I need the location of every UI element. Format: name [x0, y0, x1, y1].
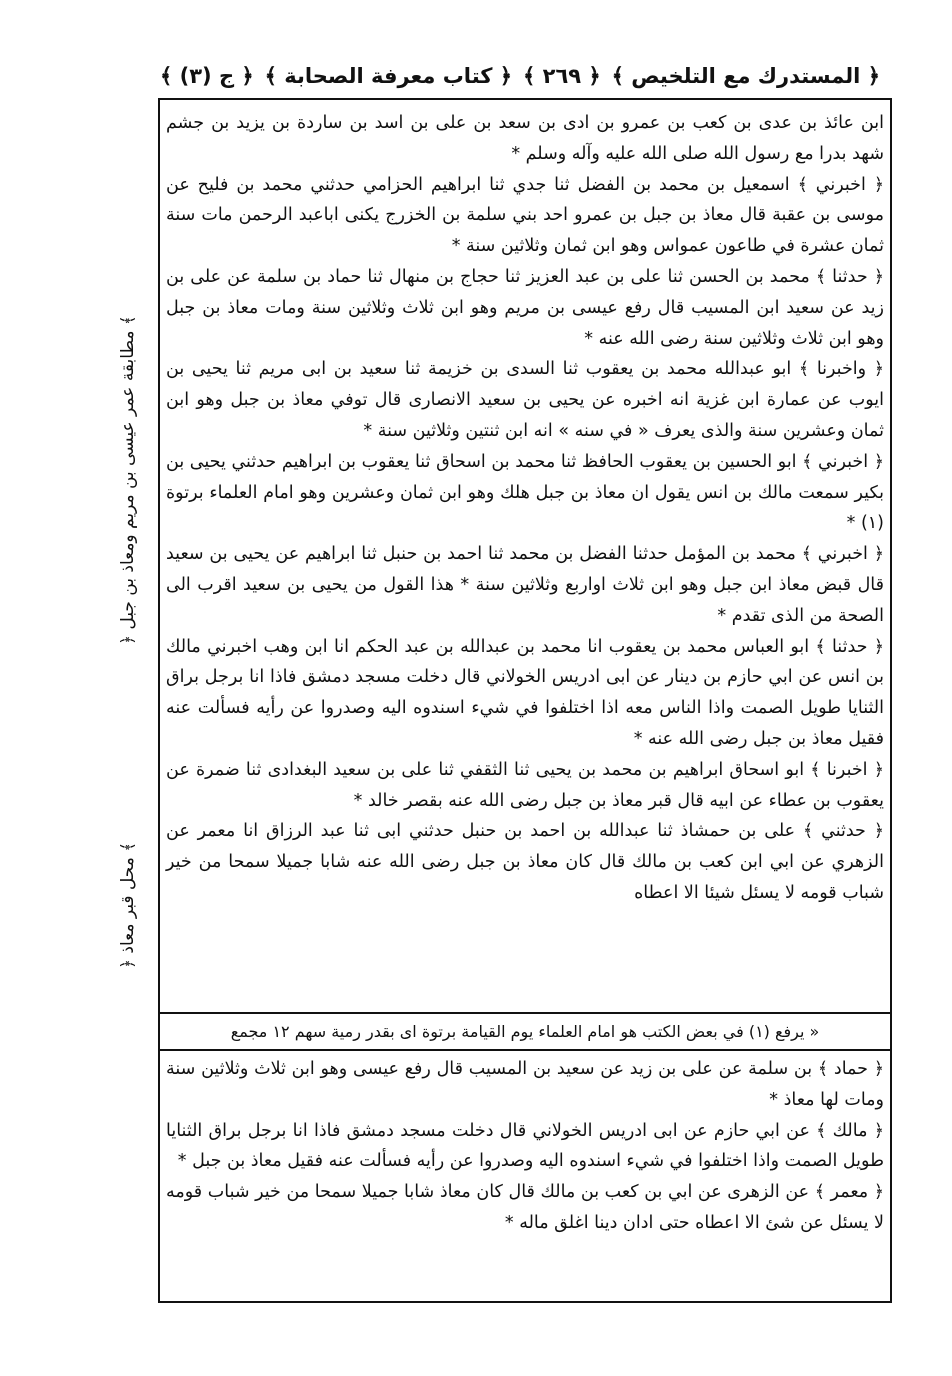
margin-note-age: ﴿ مطابقة عمر عيسى بن مريم ومعاذ بن جبل ﴾	[118, 315, 138, 645]
margin-note-grave: ﴿ محل قبر معاذ ﴾	[118, 841, 138, 969]
page-header	[160, 58, 880, 94]
paragraph: ابن عائذ بن عدى بن كعب بن عمرو بن ادى بن سعد بن على بن اسد بن ساردة بن يزيد بن جشم شهد بدرا مع رسول الله صلى الله عليه وآله وسلم *	[166, 113, 884, 164]
volume-number: ﴿ ج (٣) ﴾	[160, 64, 254, 88]
footnote-divider-bottom	[158, 1049, 892, 1051]
paragraph: ﴿ اخبرني ﴾ محمد بن المؤمل حدثنا الفضل بن محمد ثنا احمد بن حنبل ثنا ابراهيم عن يحيى بن سعيد قال قبض معاذ ابن جبل وهو ابن ثلاث اواربع وثلاثين سنة * هذا القول من يحيى بن سعيد اقرب الى الصحة من الذى تقدم *	[166, 544, 884, 626]
paragraph: ﴿ حدثنا ﴾ ابو العباس محمد بن يعقوب انا محمد بن عبدالله بن عبد الحكم انا ابن وهب اخبرني مالك بن انس عن ابي حازم بن دينار عن ابى ادريس الخولاني قال دخلت مسجد دمشق فاذا انا برجل براق الثنايا طويل الصمت واذا الناس معه اذا اختلفوا في شيء اسندوه اليه وصدروا عن رأيه فسألت عنه فقيل معاذ بن جبل رضى الله عنه *	[166, 636, 884, 749]
section-title: ﴿ كتاب معرفة الصحابة ﴾	[264, 64, 513, 88]
paragraph: ﴿ حدثني ﴾ على بن حمشاذ ثنا عبدالله بن احمد بن حنبل حدثني ابى ثنا عبد الرزاق انا معمر عن الزهري عن ابي ابن كعب بن مالك قال كان معاذ بن جبل رضى الله عنه شابا جميلا سمحا من خير شباب قومه لا يسئل شيئا الا اعطاه	[166, 821, 884, 903]
footnote-divider-top	[158, 1012, 892, 1014]
footnote: « يرفع (١) في بعض الكتب هو امام العلماء يوم القيامة برتوة اى بقدر رمية سهم ١٢ مجمع	[230, 1022, 820, 1041]
page-number: ﴿ ٢٦٩ ﴾	[523, 64, 601, 88]
main-text	[166, 108, 884, 909]
summary-paragraph: ﴿ حماد ﴾ بن سلمة عن على بن زيد عن سعيد بن المسيب قال رفع عيسى وهو ابن ثلاث وثلاثين سنة ومات لها معاذ *	[166, 1059, 884, 1110]
paragraph: ﴿ اخبرني ﴾ اسمعيل بن محمد بن الفضل ثنا جدي ثنا ابراهيم الحزامي حدثني محمد بن فليح عن موسى بن عقبة قال معاذ بن جبل بن عمرو احد بني سلمة بن الخزرج يكنى اباعبد الرحمن مات سنة ثمان عشرة في طاعون عمواس وهو ابن ثمان وثلاثين سنة *	[166, 174, 884, 257]
summary-paragraph: ﴿ مالك ﴾ عن ابي حازم عن ابى ادريس الخولاني قال دخلت مسجد دمشق فاذا انا برجل براق الثنايا طويل الصمت واذا اختلفوا في شيء اسندوه اليه وصدروا عن رأيه فسألت عنه فقيل معاذ بن جبل *	[166, 1120, 884, 1172]
paragraph: ﴿ اخبرنا ﴾ ابو اسحاق ابراهيم بن محمد بن يحيى ثنا الثقفي ثنا على بن سعيد البغدادى ثنا ضمرة عن يعقوب بن عطاء عن ابيه قال قبر معاذ بن جبل رضى الله عنه بقصر خالد *	[166, 759, 884, 811]
paragraph: ﴿ اخبرني ﴾ ابو الحسين بن يعقوب الحافظ ثنا محمد بن اسحاق ثنا يعقوب بن ابراهيم حدثني يحيى بن بكير سمعت مالك بن انس يقول ان معاذ بن جبل هلك وهو ابن ثمان وعشرين وهو امام العلماء برتوة (١) *	[166, 451, 884, 534]
summary-text	[166, 1054, 884, 1239]
book-title: ﴿ المستدرك مع التلخيص ﴾	[611, 64, 880, 88]
summary-paragraph: ﴿ معمر ﴾ عن الزهرى عن ابي بن كعب بن مالك قال كان معاذ شابا جميلا سمحا من خير شباب قومه لا يسئل عن شئ الا اعطاه حتى ادان دينا اغلق ماله *	[166, 1182, 884, 1233]
paragraph: ﴿ حدثنا ﴾ محمد بن الحسن ثنا على بن عبد العزيز ثنا حجاج بن منهال ثنا حماد بن سلمة عن على بن زيد عن سعيد ابن المسيب قال رفع عيسى بن مريم وهو ابن ثلاث وثلاثين سنة ومات معاذ بن جبل وهو ابن ثلاث وثلاثين سنة رضى الله عنه *	[166, 266, 884, 349]
paragraph: ﴿ واخبرنا ﴾ ابو عبدالله محمد بن يعقوب ثنا السدى بن خزيمة ثنا سعيد بن ابى مريم ثنا يحيى بن ايوب عن عمارة ابن غزية انه اخبره عن يحيى بن سعيد الانصارى قال توفي معاذ بن جبل وهو ابن ثمان وعشرين سنة والذى يعرف « في سنه » انه ابن ثنتين وثلاثين سنة *	[166, 359, 884, 441]
